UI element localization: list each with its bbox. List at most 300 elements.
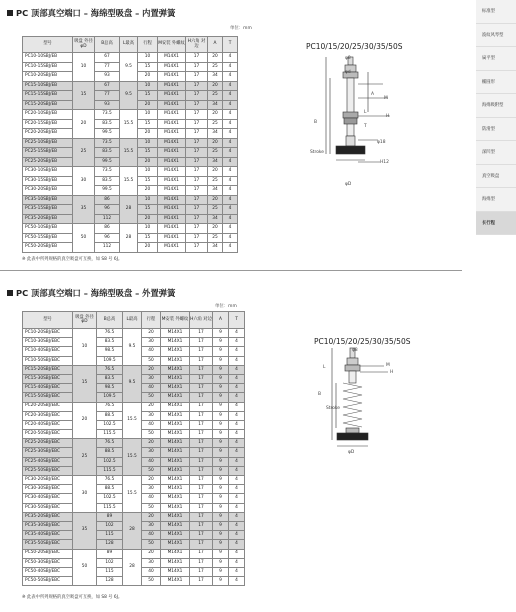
table-cell: M14X1: [158, 148, 186, 158]
table-cell: 30: [142, 411, 161, 420]
table-cell: 4: [229, 558, 245, 567]
table-cell: 10: [73, 53, 95, 82]
table-cell: 40: [142, 420, 161, 429]
section2-note: ※ 此表中所列规格的真空吸盘可互换，如 S8 号 6J。: [22, 595, 123, 600]
table-cell: 10: [138, 81, 158, 91]
table-cell: 25: [208, 119, 223, 129]
table-cell: 4: [223, 62, 238, 72]
table-cell: 9.5: [120, 53, 138, 82]
table-cell: 4: [229, 448, 245, 457]
table-cell: 34: [208, 129, 223, 139]
table-cell: M14X1: [161, 393, 190, 402]
section2-drawing-label: PC10/15/20/25/30/35/50S: [314, 337, 411, 346]
s1-dim-t: T: [364, 124, 367, 129]
table-row: [23, 549, 245, 558]
table-cell: M14X1: [161, 356, 190, 365]
table-cell: 28: [120, 224, 138, 253]
table-row: [23, 110, 238, 120]
table-cell: 4: [223, 214, 238, 224]
table-cell: 112: [95, 214, 120, 224]
table-cell: M14X1: [161, 430, 190, 439]
table-cell: M14X1: [158, 100, 186, 110]
table-cell: 4: [229, 411, 245, 420]
table-cell: M14X1: [158, 176, 186, 186]
table-cell: 30: [142, 338, 161, 347]
table-cell: 40: [142, 567, 161, 576]
table-cell: 4: [223, 119, 238, 129]
table-cell: M14X1: [161, 448, 190, 457]
s2-dim-stroke: Stroke: [326, 406, 340, 411]
table-cell: 17: [186, 129, 208, 139]
table-cell: PC10-30SBJ/EBC: [23, 338, 73, 347]
table-cell: 50: [142, 356, 161, 365]
table-cell: PC20-10SBJ/EB: [23, 110, 73, 120]
table-cell: 17: [186, 195, 208, 205]
table-cell: M14X1: [161, 420, 190, 429]
table-cell: 20: [208, 138, 223, 148]
table-cell: PC50-40SBJ/EBC: [23, 567, 73, 576]
table-cell: 17: [190, 540, 213, 549]
table-row: [23, 167, 238, 177]
sidebar-item[interactable]: 真空吸盘: [476, 165, 516, 189]
table-cell: 20: [142, 365, 161, 374]
table-cell: 17: [186, 167, 208, 177]
table-cell: 4: [229, 476, 245, 485]
sidebar-item[interactable]: 海绵吸附型: [476, 94, 516, 118]
table-cell: 9: [213, 503, 229, 512]
table-cell: 15: [138, 148, 158, 158]
table-cell: 20: [208, 81, 223, 91]
table-cell: 15.5: [120, 138, 138, 167]
header-cell: 型号: [23, 37, 73, 53]
table-cell: M14X1: [161, 521, 190, 530]
table-cell: 17: [186, 214, 208, 224]
header-cell: 行程: [138, 37, 158, 53]
table-cell: 9: [213, 384, 229, 393]
table-cell: 102.5: [97, 457, 123, 466]
table-cell: 9: [213, 402, 229, 411]
table-cell: M14X1: [161, 457, 190, 466]
table-row: [23, 439, 245, 448]
table-cell: M14X1: [161, 384, 190, 393]
table-cell: 73.5: [95, 138, 120, 148]
table-cell: 10: [138, 138, 158, 148]
table-cell: PC25-20SBJ/EB: [23, 157, 73, 167]
table-cell: 76.5: [97, 329, 123, 338]
table-cell: 4: [229, 420, 245, 429]
table-cell: 9: [213, 430, 229, 439]
table-cell: 4: [223, 167, 238, 177]
table-cell: 4: [229, 577, 245, 586]
table-cell: M14X1: [158, 110, 186, 120]
table-cell: PC50-15SBJ/EB: [23, 233, 73, 243]
table-cell: 93: [95, 100, 120, 110]
table-cell: 50: [142, 393, 161, 402]
table-cell: 15.5: [120, 110, 138, 139]
table-cell: 20: [208, 167, 223, 177]
table-cell: 99.5: [95, 157, 120, 167]
table-cell: 9: [213, 540, 229, 549]
table-cell: 17: [190, 365, 213, 374]
table-cell: 9: [213, 457, 229, 466]
table-cell: 30: [142, 558, 161, 567]
table-cell: 40: [142, 347, 161, 356]
table-cell: 4: [223, 205, 238, 215]
header-cell: B总高: [95, 37, 120, 53]
table-cell: 9: [213, 485, 229, 494]
table-cell: 20: [142, 549, 161, 558]
header-cell: 行程: [142, 312, 161, 329]
table-cell: 88.5: [97, 485, 123, 494]
table-cell: PC20-40SBJ/EBC: [23, 420, 73, 429]
table-cell: PC35-10SBJ/EB: [23, 195, 73, 205]
table-cell: 9: [213, 567, 229, 576]
table-row: [23, 329, 245, 338]
table-cell: 4: [229, 485, 245, 494]
table-cell: 102.5: [97, 494, 123, 503]
table-cell: 20: [142, 439, 161, 448]
sidebar-item[interactable]: 椭圆形: [476, 71, 516, 95]
table-cell: 10: [138, 195, 158, 205]
table-cell: M14X1: [161, 329, 190, 338]
table-cell: 83.5: [95, 148, 120, 158]
s1-dim-stroke: Stroke: [310, 150, 324, 155]
table-cell: 17: [190, 356, 213, 365]
table-cell: M14X1: [158, 81, 186, 91]
table-cell: 17: [190, 411, 213, 420]
table-cell: 15.5: [123, 476, 142, 513]
table-cell: 25: [73, 138, 95, 167]
table-cell: M14X1: [161, 466, 190, 475]
s1-dim-l: L: [364, 110, 367, 115]
s1-dim-h: H: [386, 114, 390, 119]
table-cell: 17: [190, 494, 213, 503]
table-cell: 76.5: [97, 476, 123, 485]
table-cell: 20: [208, 195, 223, 205]
header-cell: A: [208, 37, 223, 53]
table-cell: PC10-20SBJ/EB: [23, 72, 73, 82]
table-cell: 76.5: [97, 365, 123, 374]
table-cell: 4: [223, 243, 238, 253]
table-cell: 17: [190, 512, 213, 521]
table-cell: 4: [229, 549, 245, 558]
table-cell: 17: [190, 430, 213, 439]
s1-dim-phi8: φ8: [345, 56, 351, 61]
table-cell: 115: [97, 567, 123, 576]
header-cell: 型号: [23, 312, 73, 329]
table-cell: PC25-30SBJ/EBC: [23, 448, 73, 457]
table-cell: 40: [142, 531, 161, 540]
table-cell: 10: [138, 224, 158, 234]
table-cell: 88.5: [97, 448, 123, 457]
table-cell: 4: [229, 439, 245, 448]
table-cell: PC35-20SBJ/EBC: [23, 512, 73, 521]
table-cell: 20: [208, 224, 223, 234]
table-cell: PC25-40SBJ/EBC: [23, 457, 73, 466]
table-cell: 17: [186, 243, 208, 253]
table-cell: 15.5: [123, 439, 142, 476]
table-cell: PC35-15SBJ/EB: [23, 205, 73, 215]
table-cell: 15.5: [120, 167, 138, 196]
s1-dim-phid: φd: [345, 70, 351, 75]
table-cell: 4: [223, 233, 238, 243]
table-cell: 4: [223, 100, 238, 110]
table-cell: 4: [229, 402, 245, 411]
table-cell: 9: [213, 512, 229, 521]
table-cell: 17: [190, 549, 213, 558]
table-cell: PC15-20SBJ/EBC: [23, 365, 73, 374]
table-cell: 10: [138, 53, 158, 63]
table-cell: 28: [123, 549, 142, 586]
table-cell: 4: [229, 512, 245, 521]
table-cell: 9: [213, 577, 229, 586]
table-cell: M14X1: [161, 347, 190, 356]
table-cell: 20: [138, 214, 158, 224]
table-cell: 9.5: [123, 329, 142, 366]
table-cell: 25: [73, 439, 97, 476]
sidebar-item[interactable]: 海绵型: [476, 188, 516, 212]
table-cell: M14X1: [161, 558, 190, 567]
table-cell: 4: [229, 521, 245, 530]
table-cell: 4: [229, 338, 245, 347]
table-cell: 17: [186, 100, 208, 110]
table-cell: 50: [142, 503, 161, 512]
table-cell: 25: [208, 205, 223, 215]
s1-dim-m: M: [384, 96, 388, 101]
table-cell: 17: [186, 224, 208, 234]
table-cell: M14X1: [161, 439, 190, 448]
table-cell: 20: [208, 110, 223, 120]
table-cell: 9: [213, 365, 229, 374]
table-cell: M14X1: [158, 138, 186, 148]
table-cell: 88.5: [97, 411, 123, 420]
table-cell: 17: [190, 457, 213, 466]
table-cell: PC15-15SBJ/EB: [23, 91, 73, 101]
header-cell: 吸盘 外径φD: [73, 312, 97, 329]
table-cell: 4: [229, 329, 245, 338]
table-cell: M14X1: [161, 374, 190, 383]
table-cell: 34: [208, 186, 223, 196]
sidebar-item[interactable]: 深凹型: [476, 141, 516, 165]
table-cell: M14X1: [158, 129, 186, 139]
table-cell: 34: [208, 157, 223, 167]
table-cell: 35: [73, 195, 95, 224]
table-cell: 115: [97, 531, 123, 540]
table-cell: 4: [223, 138, 238, 148]
table-cell: 4: [229, 503, 245, 512]
table-cell: M14X1: [161, 577, 190, 586]
sidebar-item[interactable]: 长行程: [476, 212, 516, 236]
table-cell: 20: [208, 53, 223, 63]
table-cell: 9: [213, 347, 229, 356]
table-cell: PC35-30SBJ/EBC: [23, 521, 73, 530]
table-cell: 15.5: [123, 402, 142, 439]
table-cell: 4: [229, 567, 245, 576]
table-cell: M14X1: [158, 243, 186, 253]
table-cell: 86: [95, 195, 120, 205]
table-cell: 9: [213, 439, 229, 448]
s1-dim-phi18: φ18: [377, 140, 386, 145]
table-cell: 30: [73, 476, 97, 513]
table-cell: PC35-50SBJ/EBC: [23, 540, 73, 549]
table-cell: 9: [213, 448, 229, 457]
table-cell: 17: [190, 531, 213, 540]
table-row: [23, 365, 245, 374]
table-cell: PC25-15SBJ/EB: [23, 148, 73, 158]
table-cell: 34: [208, 100, 223, 110]
table-cell: 4: [229, 466, 245, 475]
table-cell: 83.5: [95, 176, 120, 186]
table-cell: M14X1: [161, 503, 190, 512]
table-cell: M14X1: [158, 91, 186, 101]
table-cell: 4: [229, 365, 245, 374]
s2-dim-phi8: φ8: [352, 348, 358, 353]
header-cell: M安装 外螺纹: [158, 37, 186, 53]
table-cell: 4: [223, 157, 238, 167]
table-cell: 4: [229, 347, 245, 356]
table-cell: 17: [186, 81, 208, 91]
table-cell: PC30-15SBJ/EB: [23, 176, 73, 186]
table-cell: 25: [208, 176, 223, 186]
table-cell: M14X1: [158, 119, 186, 129]
table-cell: 50: [73, 224, 95, 253]
table-cell: PC30-20SBJ/EB: [23, 186, 73, 196]
table-cell: PC50-30SBJ/EBC: [23, 558, 73, 567]
table-cell: 17: [186, 148, 208, 158]
table-cell: 50: [142, 466, 161, 475]
table-cell: 115.5: [97, 430, 123, 439]
table-cell: PC10-10SBJ/EB: [23, 53, 73, 63]
table-cell: 25: [208, 233, 223, 243]
sidebar-item[interactable]: 扁平型: [476, 47, 516, 71]
table-cell: PC30-50SBJ/EBC: [23, 503, 73, 512]
table-cell: 9: [213, 549, 229, 558]
table-cell: 17: [186, 205, 208, 215]
table-cell: 9: [213, 393, 229, 402]
table-cell: 10: [138, 110, 158, 120]
table-cell: PC20-20SBJ/EBC: [23, 402, 73, 411]
table-cell: 15: [138, 62, 158, 72]
table-cell: 17: [186, 157, 208, 167]
table-cell: 9: [213, 531, 229, 540]
table-cell: 73.5: [95, 110, 120, 120]
section1-title: PC 顶部真空端口 – 海绵型吸盘 – 内置弹簧: [7, 7, 175, 19]
table-cell: 77: [95, 91, 120, 101]
table-cell: 102: [97, 558, 123, 567]
table-cell: 109.5: [97, 356, 123, 365]
table-cell: 83.5: [97, 374, 123, 383]
header-cell: 吸盘 外径φD: [73, 37, 95, 53]
s1-dim-h12: H12: [380, 160, 389, 165]
table-cell: 9: [213, 558, 229, 567]
table-cell: 4: [223, 224, 238, 234]
table-cell: 20: [142, 476, 161, 485]
table-cell: 4: [223, 129, 238, 139]
table-row: [23, 224, 238, 234]
table-cell: PC15-50SBJ/EBC: [23, 393, 73, 402]
table-cell: 17: [190, 338, 213, 347]
table-cell: 73.5: [95, 167, 120, 177]
table-cell: 17: [190, 393, 213, 402]
table-cell: 30: [142, 374, 161, 383]
table-cell: 10: [138, 167, 158, 177]
table-cell: 128: [97, 540, 123, 549]
table-cell: 17: [190, 347, 213, 356]
table-cell: 17: [190, 439, 213, 448]
header-cell: A: [213, 312, 229, 329]
table-cell: 4: [229, 384, 245, 393]
sidebar-item[interactable]: 防滑型: [476, 118, 516, 142]
table-cell: 4: [229, 540, 245, 549]
section1-spec-table: [22, 36, 238, 253]
table-row: [23, 512, 245, 521]
table-cell: 20: [142, 329, 161, 338]
table-cell: PC15-30SBJ/EBC: [23, 374, 73, 383]
header-cell: M安装 外螺纹: [161, 312, 190, 329]
section1-drawing-label: PC10/15/20/25/30/35/50S: [306, 42, 403, 51]
header-cell: H六角 对边: [190, 312, 213, 329]
table-cell: 17: [190, 420, 213, 429]
table-cell: 15: [138, 205, 158, 215]
table-cell: 17: [190, 402, 213, 411]
header-cell: T: [223, 37, 238, 53]
table-cell: 102.5: [97, 420, 123, 429]
table-cell: M14X1: [158, 224, 186, 234]
table-cell: 17: [186, 186, 208, 196]
table-cell: M14X1: [158, 195, 186, 205]
table-cell: PC25-20SBJ/EBC: [23, 439, 73, 448]
table-cell: 98.5: [97, 384, 123, 393]
table-cell: 15: [73, 365, 97, 402]
sidebar-item[interactable]: 标准型: [476, 0, 516, 24]
table-cell: 9: [213, 466, 229, 475]
table-cell: PC50-10SBJ/EB: [23, 224, 73, 234]
s1-dim-phiD: φD: [345, 182, 352, 187]
table-cell: 17: [186, 110, 208, 120]
table-cell: 67: [95, 81, 120, 91]
table-cell: PC10-15SBJ/EB: [23, 62, 73, 72]
table-cell: 86: [95, 224, 120, 234]
table-cell: 34: [208, 214, 223, 224]
table-cell: 17: [190, 521, 213, 530]
s1-dim-a: A: [371, 92, 375, 97]
section2-unit: 单位：mm: [215, 304, 237, 309]
header-cell: T: [229, 312, 245, 329]
table-cell: 4: [229, 393, 245, 402]
table-cell: PC15-40SBJ/EBC: [23, 384, 73, 393]
table-cell: 4: [223, 72, 238, 82]
table-row: [23, 402, 245, 411]
table-cell: PC30-20SBJ/EBC: [23, 476, 73, 485]
table-cell: 17: [186, 138, 208, 148]
table-cell: M14X1: [158, 53, 186, 63]
table-cell: 28: [120, 195, 138, 224]
table-cell: 15: [138, 91, 158, 101]
s2-dim-l: L: [323, 365, 326, 370]
table-cell: 25: [208, 91, 223, 101]
table-cell: 50: [142, 540, 161, 549]
s2-dim-h: H: [390, 370, 394, 375]
table-cell: M14X1: [161, 567, 190, 576]
table-cell: M14X1: [161, 494, 190, 503]
table-cell: 17: [190, 577, 213, 586]
table-cell: 17: [186, 233, 208, 243]
table-cell: M14X1: [158, 186, 186, 196]
table-cell: 9: [213, 476, 229, 485]
table-cell: 20: [142, 402, 161, 411]
sidebar-item[interactable]: 波纹风琴型: [476, 24, 516, 48]
table-cell: PC50-50SBJ/EBC: [23, 577, 73, 586]
